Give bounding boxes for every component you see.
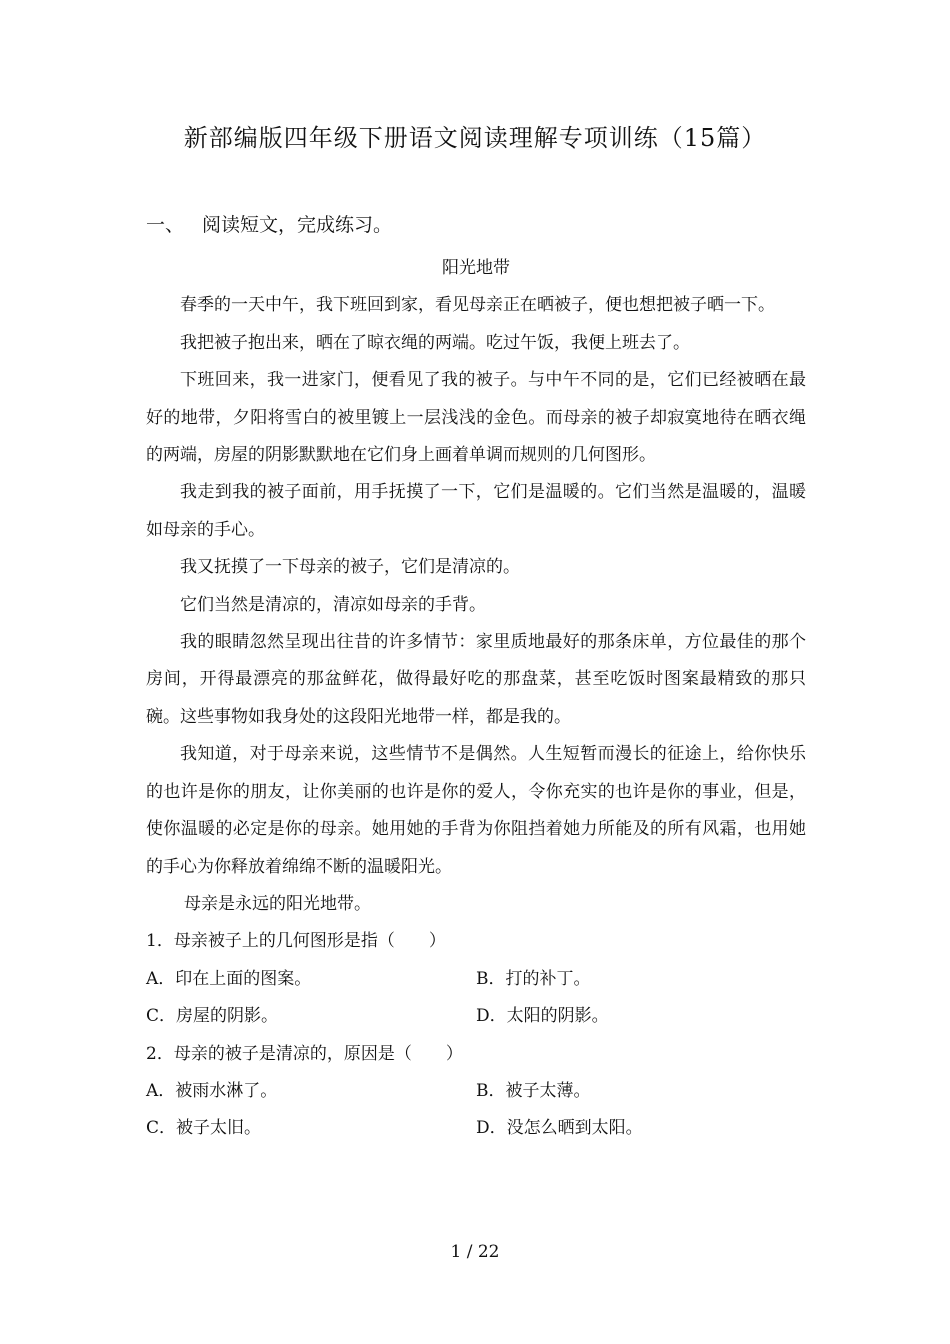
option-a: A．被雨水淋了。 [146, 1080, 278, 1101]
option-d: D．太阳的阴影。 [476, 1006, 609, 1027]
paragraph: 我知道，对于母亲来说，这些情节不是偶然。人生短暂而漫长的征途上，给你快乐的也许是你的朋友，让你美丽的也许是你的爱人，令你充实的也许是你的事业，但是，使你温暖的必定是你的母亲。她用她的手背为你阻挡着她力所能及的所有风霜，也用她的手心为你释放着绵绵不断的温暖阳光。 [146, 744, 806, 877]
section-heading-text: 阅读短文，完成练习。 [202, 214, 393, 236]
page-title: 新部编版四年级下册语文阅读理解专项训练（15篇） [183, 124, 767, 152]
option-c: C．房屋的阴影。 [146, 1006, 279, 1027]
paragraph: 母亲是永远的阳光地带。 [184, 893, 371, 914]
option-row [146, 1073, 806, 1110]
paragraph: 春季的一天中午，我下班回到家，看见母亲正在晒被子，便也想把被子晒一下。 [180, 295, 775, 316]
paragraph: 我的眼睛忽然呈现出往昔的许多情节：家里质地最好的那条床单，方位最佳的那个房间，开得最漂亮的那盆鲜花，做得最好吃的那盘菜，甚至吃饭时图案最精致的那只碗。这些事物如我身处的这段阳光地带一样，都是我的。 [146, 632, 806, 727]
option-a: A．印在上面的图案。 [146, 968, 312, 989]
option-row [146, 1110, 806, 1147]
paragraph: 我把被子抱出来，晒在了晾衣绳的两端。吃过午饭，我便上班去了。 [180, 332, 690, 353]
option-b: B．被子太薄。 [476, 1080, 591, 1101]
option-c: C．被子太旧。 [146, 1118, 262, 1139]
paragraph: 它们当然是清凉的，清凉如母亲的手背。 [180, 594, 486, 615]
document-body [146, 250, 806, 1148]
option-d: D．没怎么晒到太阳。 [476, 1118, 643, 1139]
paragraph: 我走到我的被子面前，用手抚摸了一下，它们是温暖的。它们当然是温暖的，温暖如母亲的手心。 [146, 482, 806, 540]
question-stem: 1．母亲被子上的几何图形是指（ ） [146, 931, 446, 952]
section-number: 一、 [146, 214, 185, 236]
page-indicator: 1 / 22 [450, 1242, 500, 1262]
paragraph: 我又抚摸了一下母亲的被子，它们是清凉的。 [180, 557, 520, 578]
option-b: B．打的补丁。 [476, 968, 591, 989]
option-row [146, 961, 806, 998]
section-heading [146, 210, 392, 237]
option-row [146, 998, 806, 1035]
question-stem: 2．母亲的被子是清凉的，原因是（ ） [146, 1043, 463, 1064]
paragraph: 下班回来，我一进家门，便看见了我的被子。与中午不同的是，它们已经被晒在最好的地带，夕阳将雪白的被里镀上一层浅浅的金色。而母亲的被子却寂寞地待在晒衣绳的两端，房屋的阴影默默地在它们身上画着单调而规则的几何图形。 [146, 370, 806, 466]
passage-title: 阳光地带 [442, 258, 510, 278]
